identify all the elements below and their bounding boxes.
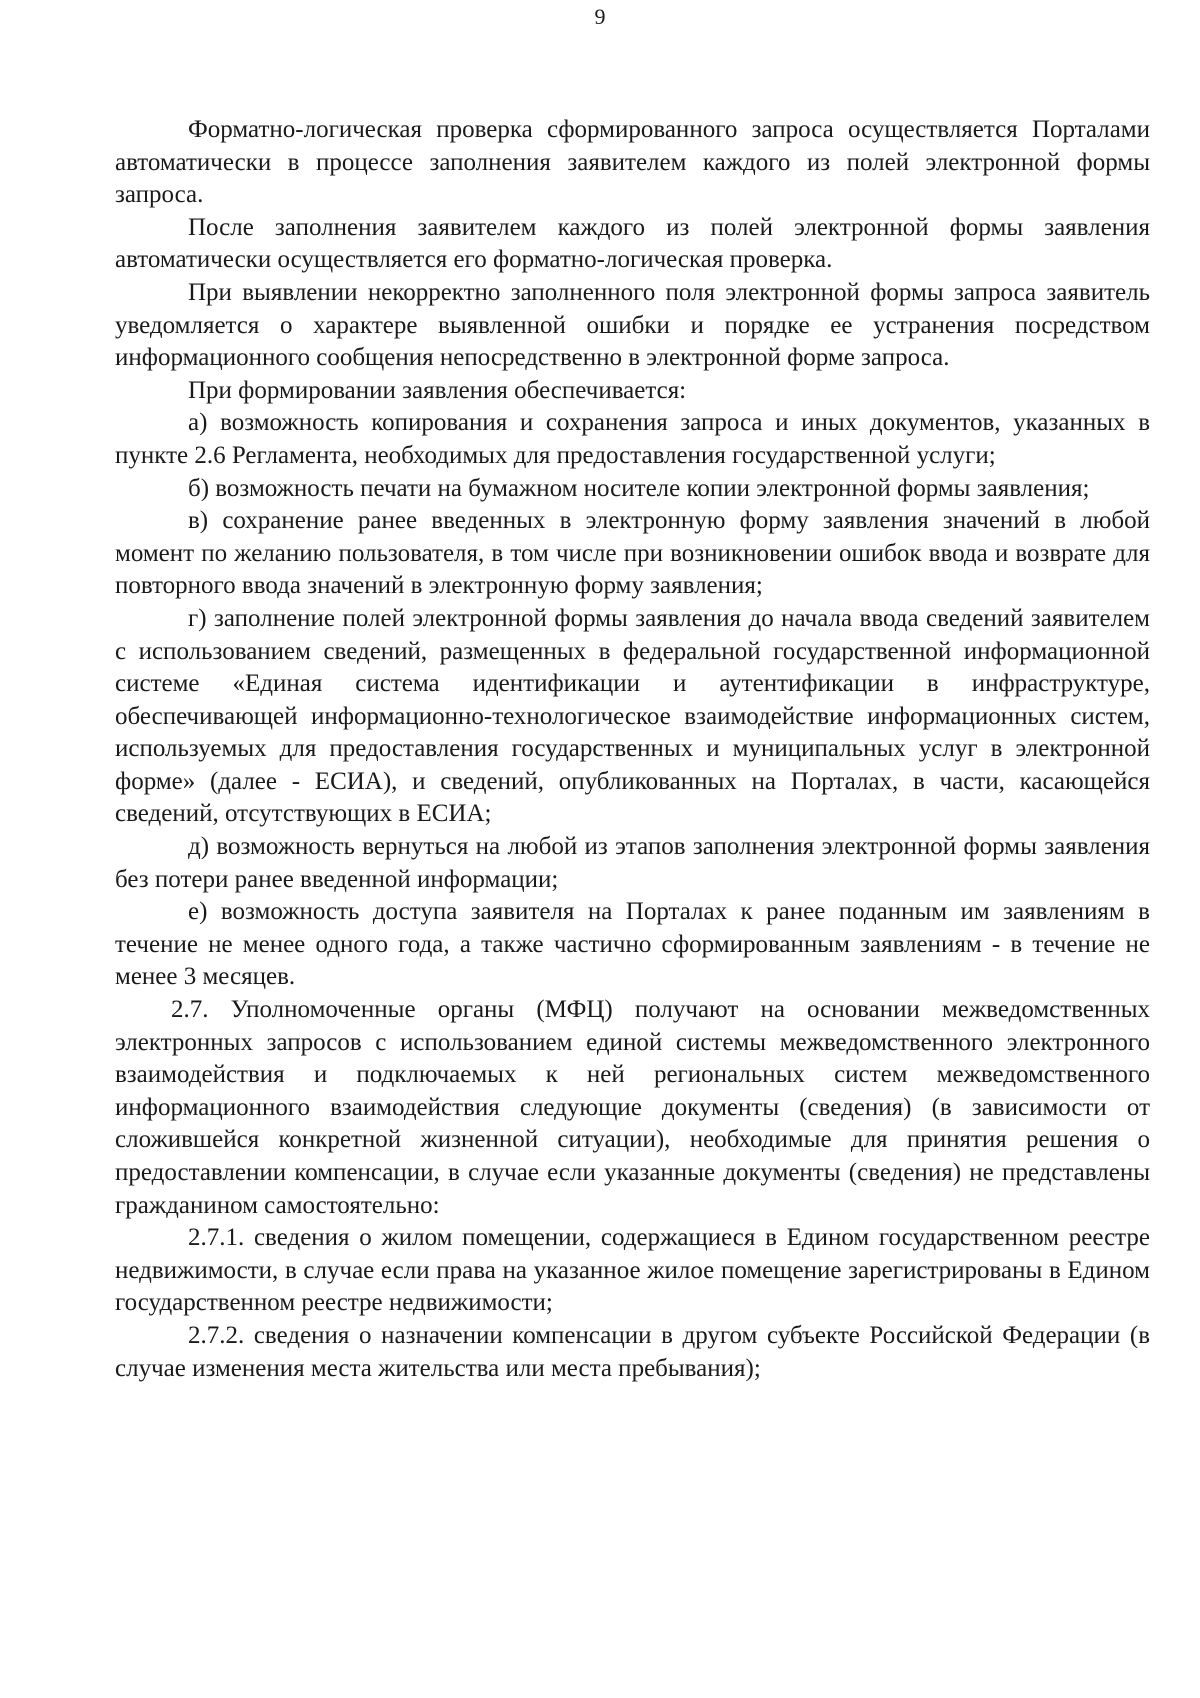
section-2-7-2: 2.7.2. сведения о назначении компенсации в другом субъекте Российской Федерации (в случае изменения места жительства или места пребывания); [115, 1321, 1150, 1382]
paragraph-provisions-intro: При формировании заявления обеспечивается: [188, 376, 687, 404]
section-2-7-1: 2.7.1. сведения о жилом помещении, содержащиеся в Едином государственном реестре недвижимости, в случае если права на указанное жилое помещение зарегистрированы в Едином государственном реестре недвижимости; [115, 1224, 1150, 1317]
paragraph-error-notification: При выявлении некорректно заполненного поля электронной формы запроса заявитель уведомляется о характере выявленной ошибки и порядке ее устранения посредством информационного сообщения непосредственно в электронной форме запроса. [115, 278, 1150, 372]
list-item-g: г) заполнение полей электронной формы заявления до начала ввода сведений заявителем с использованием сведений, размещенных в федеральной государственной информационной системе «Единая система идентификации и аутентификации в инфраструктуре, обеспечивающей информационно-технологическое взаимодействие информационных систем, используемых для предоставления государственных и муниципальных услуг в электронной форме» (далее - ЕСИА), и сведений, опубликованных на Порталах, в части, касающейся сведений, отсутствующих в ЕСИА; [115, 604, 1150, 828]
document-body [115, 114, 1150, 1385]
list-item-e: е) возможность доступа заявителя на Порталах к ранее поданным им заявлениям в течение не менее одного года, а также частично сформированным заявлениям - в течение не менее 3 месяцев. [115, 898, 1150, 991]
section-2-7: 2.7. Уполномоченные органы (МФЦ) получают на основании межведомственных электронных запросов с использованием единой системы межведомственного электронного взаимодействия и подключаемых к ней региональных систем межведомственного информационного взаимодействия следующие документы (сведения) (в зависимости от сложившейся конкретной жизненной ситуации), необходимые для принятия решения о предоставлении компенсации, в случае если указанные документы (сведения) не представлены гражданином самостоятельно: [115, 996, 1150, 1219]
paragraph-format-check: Форматно-логическая проверка сформированного запроса осуществляется Порталами автоматически в процессе заполнения заявителем каждого из полей электронной формы запроса. [115, 116, 1150, 209]
list-item-d: д) возможность вернуться на любой из этапов заполнения электронной формы заявления без потери ранее введенной информации; [115, 833, 1150, 893]
paragraph-auto-check: После заполнения заявителем каждого из полей электронной формы заявления автоматически осуществляется его форматно-логическая проверка. [115, 213, 1150, 274]
page-number: 9 [594, 4, 606, 29]
list-item-v: в) сохранение ранее введенных в электронную форму заявления значений в любой момент по желанию пользователя, в том числе при возникновении ошибок ввода и возврате для повторного ввода значений в электронную форму заявления; [115, 507, 1150, 600]
list-item-b: б) возможность печати на бумажном носителе копии электронной формы заявления; [188, 474, 1090, 502]
list-item-a: а) возможность копирования и сохранения запроса и иных документов, указанных в пункте 2.6 Регламента, необходимых для предоставления государственной услуги; [115, 409, 1150, 469]
